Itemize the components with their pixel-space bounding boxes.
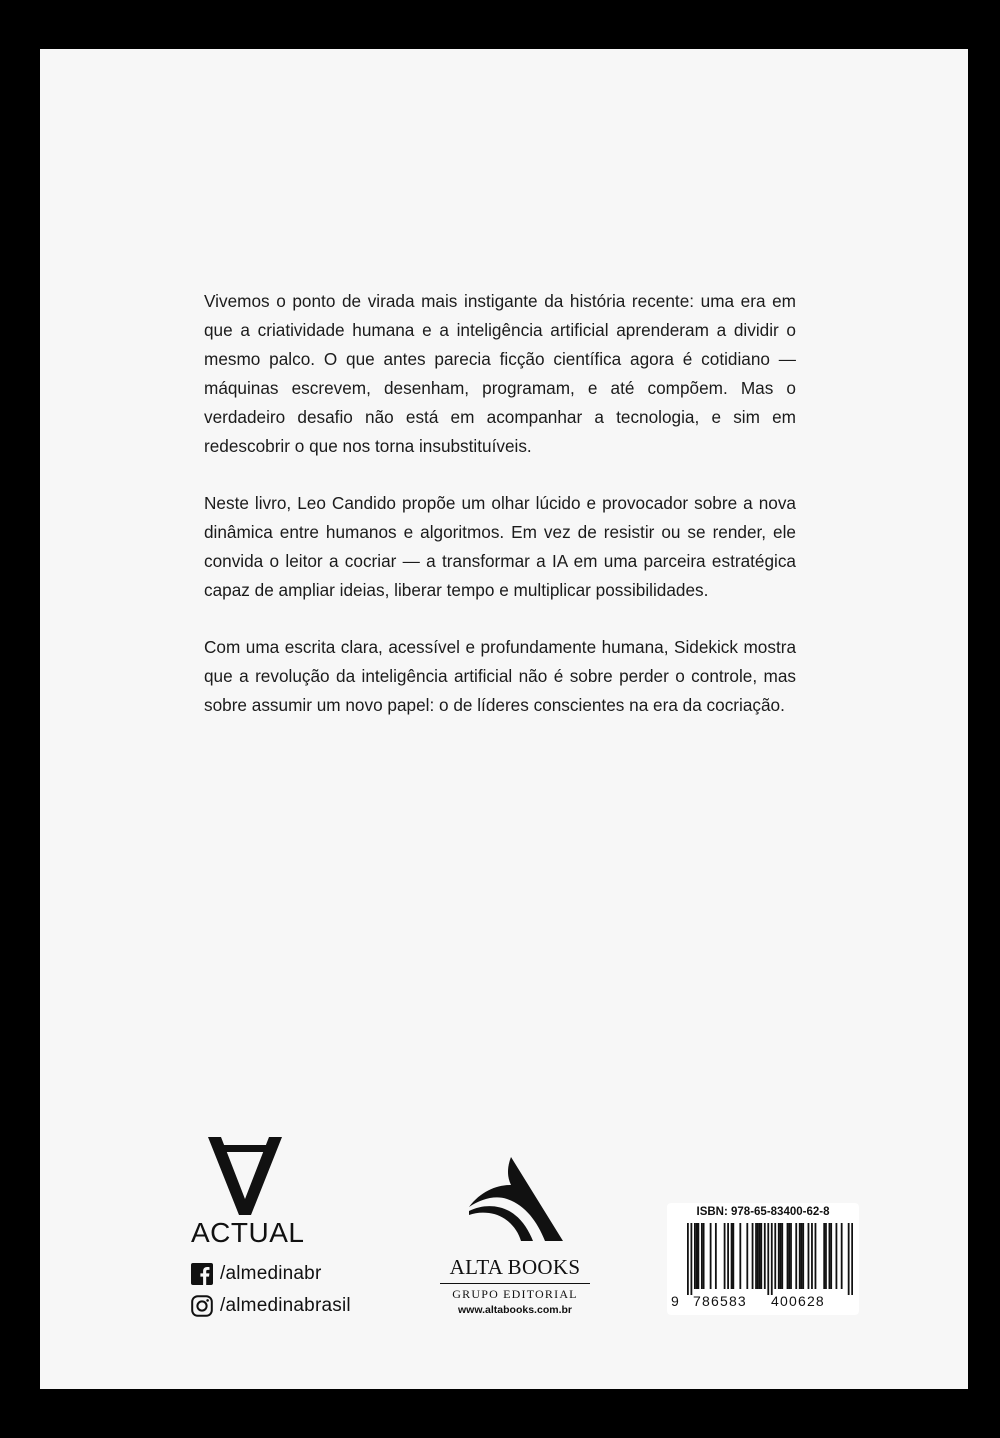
barcode-bar [703, 1223, 705, 1289]
facebook-handle[interactable] [191, 1261, 421, 1287]
barcode-bar [830, 1223, 832, 1289]
barcode-bar [829, 1223, 831, 1289]
isbn-label: ISBN: 978-65-83400-62-8 [696, 1206, 830, 1218]
barcode-bar [771, 1223, 773, 1295]
barcode-bar [774, 1223, 776, 1289]
barcode-bar [752, 1223, 754, 1289]
ean-first-digit: 9 [671, 1293, 680, 1309]
barcode-bar [687, 1223, 689, 1295]
alta-books-logo-icon [467, 1157, 563, 1247]
alta-books-group: GRUPO EDITORIAL [452, 1287, 578, 1301]
actual-logo [191, 1137, 305, 1249]
barcode-bar [701, 1223, 703, 1289]
facebook-icon [191, 1263, 213, 1285]
blurb-paragraph-3: Com uma escrita clara, acessível e profundamente humana, Sidekick mostra que a revolução da inteligência artificial não é sobre perder o controle, mas sobre assumir um novo papel: o de líderes conscientes na era da cocriação. [204, 637, 796, 715]
barcode-bar [823, 1223, 825, 1289]
blurb-paragraph-2: Neste livro, Leo Candido propõe um olhar lúcido e provocador sobre a nova dinâmica entre humanos e algoritmos. Em vez de resistir ou se render, ele convida o leitor a cocriar — a transformar a IA em uma parceira estratégica capaz de ampliar ideias, liberar tempo e multiplicar possibilidades. [204, 493, 796, 600]
barcode-bar [715, 1223, 717, 1289]
alta-books-wordmark: ALTA BOOKS [440, 1255, 590, 1284]
back-cover [40, 49, 968, 1389]
barcode-bar [795, 1223, 797, 1289]
actual-logo-icon [208, 1137, 282, 1215]
blurb-paragraph-1: Vivemos o ponto de virada mais instigante da história recente: uma era em que a criatividade humana e a inteligência artificial aprenderam a dividir o mesmo palco. O que antes parecia ficção científica agora é cotidiano — máquinas escrevem, desenham, programam, e até compõem. Mas o verdadeiro desafio não está em acompanhar a tecnologia, e sim em redescobrir o que nos torna insubstituíveis. [204, 291, 796, 456]
barcode-bar [851, 1223, 853, 1295]
barcode-bar [690, 1223, 692, 1295]
barcode-bar [739, 1223, 741, 1289]
barcode-bar [790, 1223, 792, 1289]
barcode-bar [759, 1223, 761, 1289]
barcode-bar [836, 1223, 838, 1289]
isbn-barcode [667, 1203, 859, 1315]
blurb-text [204, 287, 796, 720]
barcode-bar [825, 1223, 827, 1289]
barcode-bar [755, 1223, 757, 1289]
barcode-bar [732, 1223, 734, 1289]
barcode-bar [760, 1223, 762, 1289]
alta-books-url[interactable]: www.altabooks.com.br [458, 1304, 572, 1316]
barcode-bar [724, 1223, 726, 1289]
instagram-handle-text: /almedinabrasil [220, 1295, 351, 1316]
barcode-bar [697, 1223, 699, 1289]
ean-left-digits: 786583 [693, 1293, 747, 1309]
barcode-bar [694, 1223, 696, 1289]
barcode-bar [746, 1223, 748, 1289]
barcode-bar [799, 1223, 801, 1289]
barcode-bar [727, 1223, 729, 1289]
ean-right-digits: 400628 [771, 1293, 825, 1309]
barcode-bar [815, 1223, 817, 1289]
barcode-bar [802, 1223, 804, 1289]
barcode-bar [848, 1223, 850, 1295]
barcode-bar [757, 1223, 759, 1289]
barcode-bar [841, 1223, 843, 1289]
actual-wordmark: ACTUAL [191, 1217, 305, 1248]
barcode-bar [787, 1223, 789, 1289]
instagram-icon [191, 1295, 213, 1317]
barcode-bar [764, 1223, 766, 1289]
barcode-bar [778, 1223, 780, 1289]
instagram-handle[interactable] [191, 1293, 421, 1319]
barcode-bar [731, 1223, 733, 1289]
barcode-bar [710, 1223, 712, 1289]
barcode-bars [673, 1223, 853, 1295]
barcode-bar [696, 1223, 698, 1289]
barcode-bar [767, 1223, 769, 1295]
barcode-bar [780, 1223, 782, 1289]
barcode-bar [788, 1223, 790, 1289]
barcode-bar [781, 1223, 783, 1289]
barcode-bar [801, 1223, 803, 1289]
barcode-bar [811, 1223, 813, 1289]
barcode-bar [808, 1223, 810, 1289]
alta-books-logo [440, 1157, 590, 1316]
facebook-handle-text: /almedinabr [220, 1263, 322, 1284]
